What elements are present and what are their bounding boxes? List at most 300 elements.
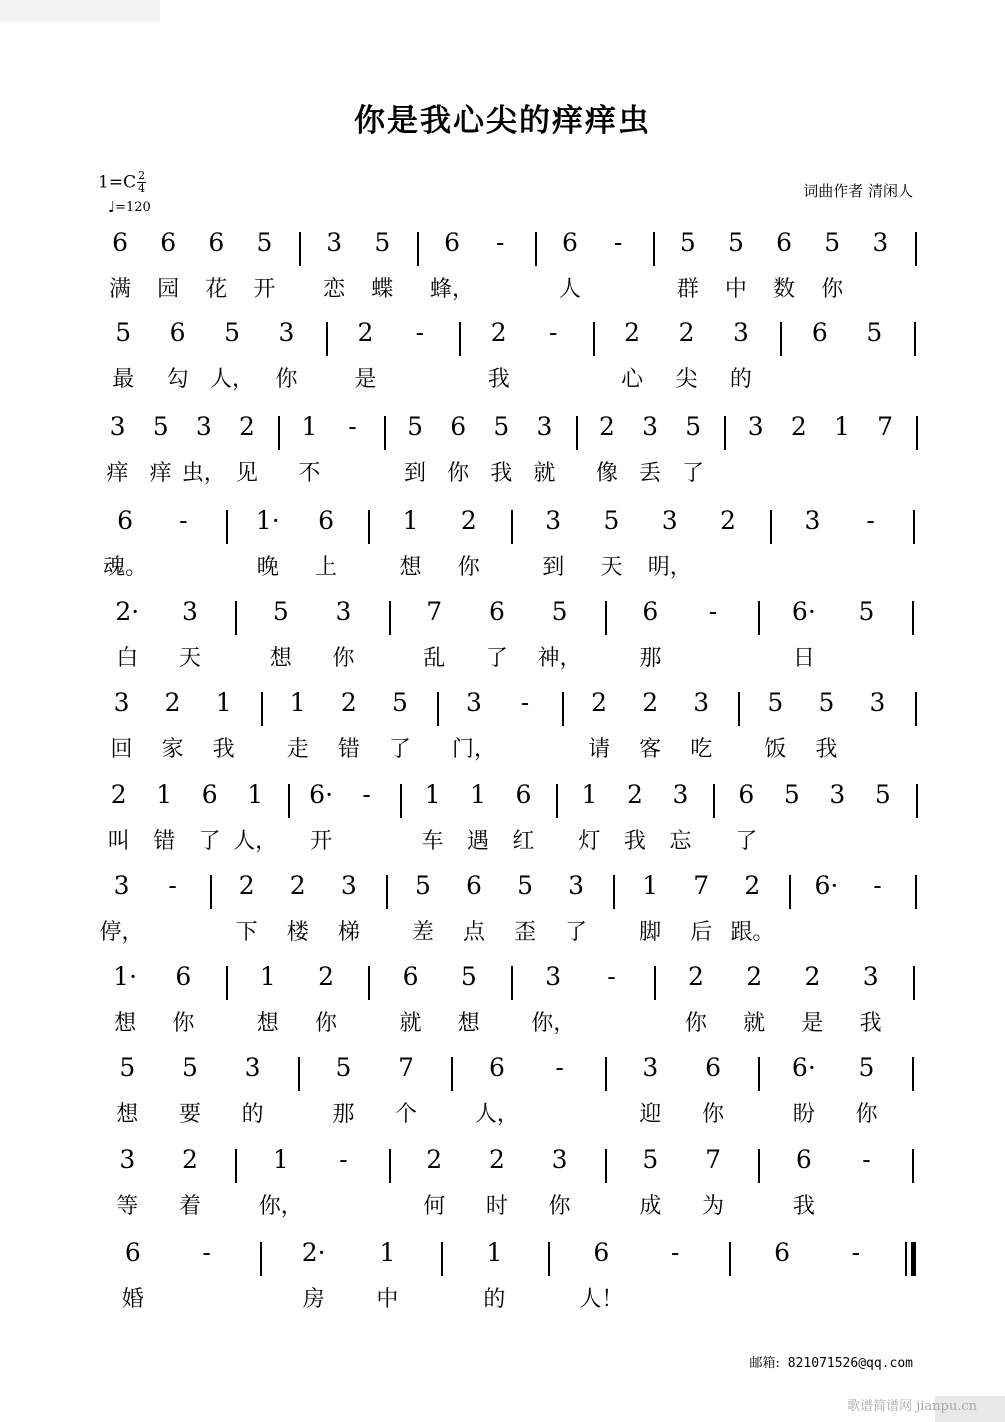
note-cell: 3 xyxy=(335,597,352,626)
note-cell: 2 xyxy=(318,962,335,991)
lyric-syllable: 我 xyxy=(792,1194,815,1219)
note-cell: - xyxy=(866,506,875,535)
barline xyxy=(226,510,228,544)
barline xyxy=(789,875,791,909)
note-cell: 1 xyxy=(402,506,419,535)
lyric-syllable: 婚 xyxy=(121,1287,144,1312)
note-cell: 6 xyxy=(160,228,177,257)
note-cell: 5 xyxy=(152,412,169,441)
note-cell: 3 xyxy=(869,688,886,717)
music-system xyxy=(96,506,926,598)
note-cell: 1 xyxy=(486,1238,503,1267)
music-system xyxy=(96,1053,926,1145)
lyric-syllable: 点 xyxy=(462,920,485,945)
barline xyxy=(915,232,917,266)
lyric-syllable: 你 xyxy=(855,1102,878,1127)
note-cell: 6 xyxy=(488,597,505,626)
note-cell: 2 xyxy=(591,688,608,717)
note-cell: 6 xyxy=(466,871,482,900)
lyric-syllable: 着 xyxy=(178,1194,201,1219)
note-cell: - xyxy=(179,506,188,535)
note-cell: 6 xyxy=(795,1145,812,1174)
notation-row xyxy=(96,597,926,641)
barline xyxy=(914,322,916,356)
note-cell: - xyxy=(708,597,718,626)
note-cell: 3 xyxy=(545,962,562,991)
lyric-syllable: 到 xyxy=(404,461,427,486)
music-system xyxy=(96,318,926,410)
lyric-syllable: 请 xyxy=(588,737,611,762)
lyric-syllable: 的 xyxy=(729,367,752,392)
note-cell: 2 xyxy=(164,688,181,717)
note-cell: 6 xyxy=(488,1053,505,1082)
barline xyxy=(738,692,740,726)
barline xyxy=(299,232,301,266)
lyric-syllable: 花 xyxy=(205,277,228,302)
note-cell: 3 xyxy=(109,412,126,441)
barline xyxy=(916,416,918,450)
note-cell: 5 xyxy=(685,412,702,441)
lyric-syllable: 叫 xyxy=(107,829,130,854)
note-cell: 1 xyxy=(301,412,318,441)
note-cell: 5 xyxy=(858,1053,875,1082)
note-cell: 2 xyxy=(598,412,615,441)
site-watermark: 歌谱简谱网 jianpu.cn xyxy=(847,1399,977,1414)
barline xyxy=(386,875,388,909)
lyric-syllable: 你， xyxy=(258,1194,303,1219)
lyric-syllable: 我 xyxy=(487,367,510,392)
lyric-syllable: 就 xyxy=(533,461,556,486)
note-cell: 3 xyxy=(113,871,130,900)
note-cell: - xyxy=(520,688,530,717)
tempo-value: =120 xyxy=(115,200,151,215)
lyric-syllable: 门， xyxy=(451,737,496,762)
note-cell: 2 xyxy=(624,318,641,347)
lyric-syllable: 忘 xyxy=(669,829,692,854)
note-cell: 7 xyxy=(398,1053,415,1082)
note-cell: - xyxy=(168,871,177,900)
barline xyxy=(780,322,782,356)
lyric-syllable: 天 xyxy=(178,646,201,671)
lyric-syllable: 梯 xyxy=(337,920,360,945)
lyric-syllable: 像 xyxy=(595,461,618,486)
lyric-syllable: 差 xyxy=(411,920,434,945)
lyric-syllable: 想 xyxy=(256,1011,279,1036)
lyric-syllable: 遇 xyxy=(467,829,490,854)
note-cell: 6 xyxy=(117,506,134,535)
notation-row xyxy=(96,1053,926,1097)
note-cell: 5 xyxy=(493,412,510,441)
music-system xyxy=(96,1145,926,1237)
note-cell: 3 xyxy=(119,1145,136,1174)
barline xyxy=(758,601,760,635)
lyric-syllable: 为 xyxy=(702,1194,725,1219)
lyrics-row xyxy=(96,362,926,402)
lyric-syllable: 白 xyxy=(116,646,139,671)
note-cell: 1· xyxy=(113,962,138,991)
lyric-syllable: 群 xyxy=(676,277,699,302)
note-cell: 5 xyxy=(824,228,841,257)
lyric-syllable: 的 xyxy=(241,1102,264,1127)
lyric-syllable: 蝶 xyxy=(371,277,394,302)
note-cell: 6· xyxy=(791,597,816,626)
lyric-syllable: 人， xyxy=(474,1102,519,1127)
notation-row xyxy=(96,412,926,456)
note-cell: 2· xyxy=(301,1238,326,1267)
note-cell: 3 xyxy=(732,318,749,347)
lyrics-row xyxy=(96,1006,926,1046)
page-title: 你是我心尖的痒痒虫 xyxy=(354,103,651,139)
lyric-syllable: 我 xyxy=(623,829,646,854)
barline xyxy=(605,601,607,635)
lyric-syllable: 客 xyxy=(639,737,662,762)
note-cell: 5 xyxy=(224,318,241,347)
note-cell: 7 xyxy=(705,1145,721,1174)
page-corner-top-left xyxy=(0,0,160,22)
lyrics-row xyxy=(96,824,926,864)
barline xyxy=(724,416,726,450)
lyric-syllable: 错 xyxy=(153,829,176,854)
barline xyxy=(912,1057,914,1091)
lyrics-row xyxy=(96,456,926,496)
barline xyxy=(368,966,370,1000)
music-system xyxy=(96,962,926,1054)
lyrics-row xyxy=(96,1097,926,1137)
barline xyxy=(226,966,228,1000)
note-cell: 6 xyxy=(402,962,419,991)
barline xyxy=(713,784,715,818)
time-signature-numerator: 2 xyxy=(138,169,146,182)
lyric-syllable: 你 xyxy=(684,1011,707,1036)
lyric-syllable: 痒 xyxy=(149,461,172,486)
note-cell: 3 xyxy=(661,506,678,535)
lyric-syllable: 成 xyxy=(639,1194,662,1219)
barline xyxy=(368,510,370,544)
note-cell: - xyxy=(202,1238,211,1267)
note-cell: 3 xyxy=(862,962,879,991)
lyric-syllable: 你 xyxy=(275,367,298,392)
lyric-syllable: 房 xyxy=(302,1287,325,1312)
barline xyxy=(326,322,328,356)
lyric-syllable: 个 xyxy=(395,1102,418,1127)
lyric-syllable: 开 xyxy=(253,277,276,302)
lyric-syllable: 想 xyxy=(116,1102,139,1127)
note-cell: 5 xyxy=(119,1053,136,1082)
note-cell: 1 xyxy=(259,962,276,991)
note-cell: 2 xyxy=(744,871,761,900)
note-cell: 3 xyxy=(340,871,357,900)
note-cell: 2 xyxy=(720,506,736,535)
lyrics-row xyxy=(96,915,926,955)
note-cell: - xyxy=(873,871,882,900)
notation-row xyxy=(96,506,926,550)
lyric-syllable: 到 xyxy=(542,555,565,580)
lyric-syllable: 恋 xyxy=(323,277,346,302)
note-cell: 1· xyxy=(255,506,280,535)
barline xyxy=(913,510,915,544)
lyric-syllable: 想 xyxy=(457,1011,480,1036)
lyric-syllable: 何 xyxy=(423,1194,446,1219)
note-cell: 1 xyxy=(289,688,306,717)
note-cell: 3 xyxy=(113,688,130,717)
note-cell: - xyxy=(495,228,505,257)
note-cell: 3 xyxy=(672,780,689,809)
composer-credit: 词曲作者 清闲人 xyxy=(803,182,913,200)
note-cell: 2 xyxy=(340,688,357,717)
lyrics-row xyxy=(96,550,926,590)
lyric-syllable: 你 xyxy=(821,277,844,302)
lyric-syllable: 满 xyxy=(109,277,132,302)
lyric-syllable: 园 xyxy=(157,277,180,302)
lyric-syllable: 就 xyxy=(399,1011,422,1036)
lyric-syllable: 想 xyxy=(269,646,292,671)
barline xyxy=(613,875,615,909)
note-cell: 1 xyxy=(424,780,441,809)
note-cell: 6 xyxy=(201,780,218,809)
barline xyxy=(593,322,595,356)
note-cell: 7 xyxy=(877,412,893,441)
barline xyxy=(459,322,461,356)
barline xyxy=(400,784,402,818)
lyric-syllable: 的 xyxy=(483,1287,506,1312)
note-cell: 6· xyxy=(814,871,839,900)
lyric-syllable: 我 xyxy=(815,737,838,762)
note-cell: 3 xyxy=(693,688,710,717)
note-cell: 6 xyxy=(450,412,467,441)
note-cell: 5 xyxy=(460,962,477,991)
note-cell: - xyxy=(555,1053,564,1082)
note-cell: 5 xyxy=(335,1053,352,1082)
note-cell: - xyxy=(548,318,558,347)
note-cell: - xyxy=(862,1145,871,1174)
notation-row xyxy=(96,688,926,732)
lyrics-row xyxy=(96,272,926,312)
barline xyxy=(758,1149,760,1183)
note-cell: 2 xyxy=(804,962,821,991)
note-cell: 1 xyxy=(642,871,659,900)
note-cell: 1 xyxy=(215,688,232,717)
note-cell: - xyxy=(670,1238,680,1267)
barline xyxy=(916,784,918,818)
lyric-syllable: 见 xyxy=(235,461,258,486)
lyric-syllable: 想 xyxy=(114,1011,137,1036)
barline xyxy=(653,232,655,266)
lyric-syllable: 那 xyxy=(639,646,662,671)
note-cell: 2 xyxy=(488,1145,505,1174)
note-cell: 5 xyxy=(866,318,883,347)
note-cell: 6 xyxy=(112,228,128,257)
music-system xyxy=(96,1238,926,1330)
note-cell: 2 xyxy=(289,871,306,900)
note-cell: 5 xyxy=(767,688,784,717)
note-cell: 1 xyxy=(156,780,173,809)
music-system xyxy=(96,597,926,689)
lyric-syllable: 明， xyxy=(647,555,692,580)
note-cell: 5 xyxy=(679,228,696,257)
barline xyxy=(912,601,914,635)
lyrics-row xyxy=(96,1189,926,1229)
barline xyxy=(384,416,386,450)
lyric-syllable: 我 xyxy=(859,1011,882,1036)
email-value: 821071526@qq.com xyxy=(787,1356,913,1371)
note-cell: 3 xyxy=(326,228,343,257)
note-cell: - xyxy=(415,318,425,347)
barline xyxy=(260,1242,262,1276)
note-cell: 5 xyxy=(642,1145,659,1174)
lyric-syllable: 吃 xyxy=(690,737,713,762)
note-cell: 6 xyxy=(208,228,225,257)
lyric-syllable: 了 xyxy=(485,646,508,671)
lyric-syllable: 脚 xyxy=(639,920,662,945)
note-cell: 5 xyxy=(272,597,289,626)
barline xyxy=(535,232,537,266)
note-cell: 6· xyxy=(791,1053,816,1082)
barline xyxy=(654,966,656,1000)
lyric-syllable: 等 xyxy=(116,1194,139,1219)
lyric-syllable: 了 xyxy=(682,461,705,486)
time-signature-denominator: 4 xyxy=(138,181,146,195)
lyric-syllable: 时 xyxy=(485,1194,508,1219)
note-cell: 5 xyxy=(115,318,132,347)
lyric-syllable: 开 xyxy=(310,829,333,854)
barline xyxy=(729,1242,731,1276)
lyric-syllable: 上 xyxy=(315,555,338,580)
note-cell: 6 xyxy=(444,228,460,257)
note-cell: 6 xyxy=(593,1238,610,1267)
lyric-syllable: 你， xyxy=(531,1011,576,1036)
lyric-syllable: 我 xyxy=(490,461,513,486)
note-cell: 6· xyxy=(309,780,334,809)
note-cell: 6 xyxy=(169,318,186,347)
note-cell: 3 xyxy=(536,412,553,441)
note-cell: 1 xyxy=(581,780,598,809)
note-cell: 2 xyxy=(746,962,763,991)
lyric-syllable: 错 xyxy=(337,737,360,762)
barline xyxy=(576,416,578,450)
lyric-syllable: 那 xyxy=(332,1102,355,1127)
note-cell: 6 xyxy=(642,597,659,626)
lyric-syllable: 乱 xyxy=(423,646,446,671)
note-cell: 3 xyxy=(545,506,562,535)
lyric-syllable: 后 xyxy=(690,920,713,945)
lyric-syllable: 人 xyxy=(558,277,581,302)
lyric-syllable: 中 xyxy=(376,1287,399,1312)
lyric-syllable: 歪 xyxy=(514,920,537,945)
lyric-syllable: 晚 xyxy=(256,555,279,580)
note-cell: 2· xyxy=(115,597,140,626)
music-system xyxy=(96,228,926,320)
notation-row xyxy=(96,1238,926,1282)
note-cell: 3 xyxy=(466,688,482,717)
lyric-syllable: 走 xyxy=(286,737,309,762)
note-cell: 3 xyxy=(244,1053,261,1082)
note-cell: 6 xyxy=(705,1053,721,1082)
barline xyxy=(770,510,772,544)
time-signature xyxy=(137,170,146,194)
music-system xyxy=(96,688,926,780)
barline xyxy=(556,784,558,818)
note-cell: 6 xyxy=(774,1238,791,1267)
note-cell: 3 xyxy=(747,412,764,441)
lyric-syllable: 是 xyxy=(801,1011,824,1036)
barline xyxy=(288,784,290,818)
note-cell: 6 xyxy=(811,318,828,347)
note-cell: 5 xyxy=(374,228,391,257)
note-cell: 6 xyxy=(738,780,755,809)
note-cell: 3 xyxy=(278,318,295,347)
lyric-syllable: 盼 xyxy=(792,1102,815,1127)
note-cell: 6 xyxy=(175,962,192,991)
note-cell: 3 xyxy=(829,780,846,809)
note-cell: 6 xyxy=(515,780,532,809)
note-cell: - xyxy=(613,228,623,257)
lyric-syllable: 了 xyxy=(198,829,221,854)
note-cell: 2 xyxy=(426,1145,443,1174)
barline xyxy=(451,1057,453,1091)
note-cell: 1 xyxy=(247,780,264,809)
lyric-syllable: 你 xyxy=(457,555,480,580)
note-cell: 5 xyxy=(783,780,800,809)
barline xyxy=(210,875,212,909)
note-cell: 1 xyxy=(272,1145,289,1174)
note-cell: 5 xyxy=(407,412,424,441)
note-cell: 5 xyxy=(551,597,568,626)
lyric-syllable: 饭 xyxy=(764,737,787,762)
note-cell: 2 xyxy=(460,506,477,535)
note-cell: 3 xyxy=(551,1145,568,1174)
lyric-syllable: 我 xyxy=(212,737,235,762)
note-cell: 6 xyxy=(124,1238,141,1267)
lyric-syllable: 中 xyxy=(724,277,747,302)
barline xyxy=(511,966,513,1000)
note-cell: 5 xyxy=(603,506,620,535)
barline xyxy=(913,966,915,1000)
note-cell: 2 xyxy=(238,871,255,900)
lyrics-row xyxy=(96,641,926,681)
lyric-syllable: 痒 xyxy=(106,461,129,486)
music-system xyxy=(96,780,926,872)
lyric-syllable: 你 xyxy=(702,1102,725,1127)
key-signature-text: 1=C xyxy=(98,172,137,193)
barline xyxy=(235,601,237,635)
lyric-syllable: 人， xyxy=(233,829,278,854)
note-cell: 1 xyxy=(470,780,486,809)
lyric-syllable: 要 xyxy=(178,1102,201,1127)
note-cell: 5 xyxy=(874,780,891,809)
lyric-syllable: 车 xyxy=(421,829,444,854)
lyric-syllable: 跟。 xyxy=(730,920,775,945)
note-cell: 7 xyxy=(426,597,443,626)
lyrics-row xyxy=(96,1282,926,1322)
lyric-syllable: 下 xyxy=(235,920,258,945)
note-cell: 5 xyxy=(517,871,533,900)
lyric-syllable: 人， xyxy=(210,367,255,392)
barline xyxy=(605,1057,607,1091)
lyric-syllable: 停， xyxy=(99,920,144,945)
barline xyxy=(605,1149,607,1183)
barline xyxy=(389,601,391,635)
music-system xyxy=(96,871,926,963)
note-cell: 5 xyxy=(727,228,744,257)
barline xyxy=(915,692,917,726)
note-cell: - xyxy=(851,1238,861,1267)
note-cell: 2 xyxy=(110,780,127,809)
lyric-syllable: 蜂， xyxy=(430,277,475,302)
notation-row xyxy=(96,871,926,915)
lyric-syllable: 了 xyxy=(388,737,411,762)
notation-row xyxy=(96,228,926,272)
lyric-syllable: 你 xyxy=(172,1011,195,1036)
